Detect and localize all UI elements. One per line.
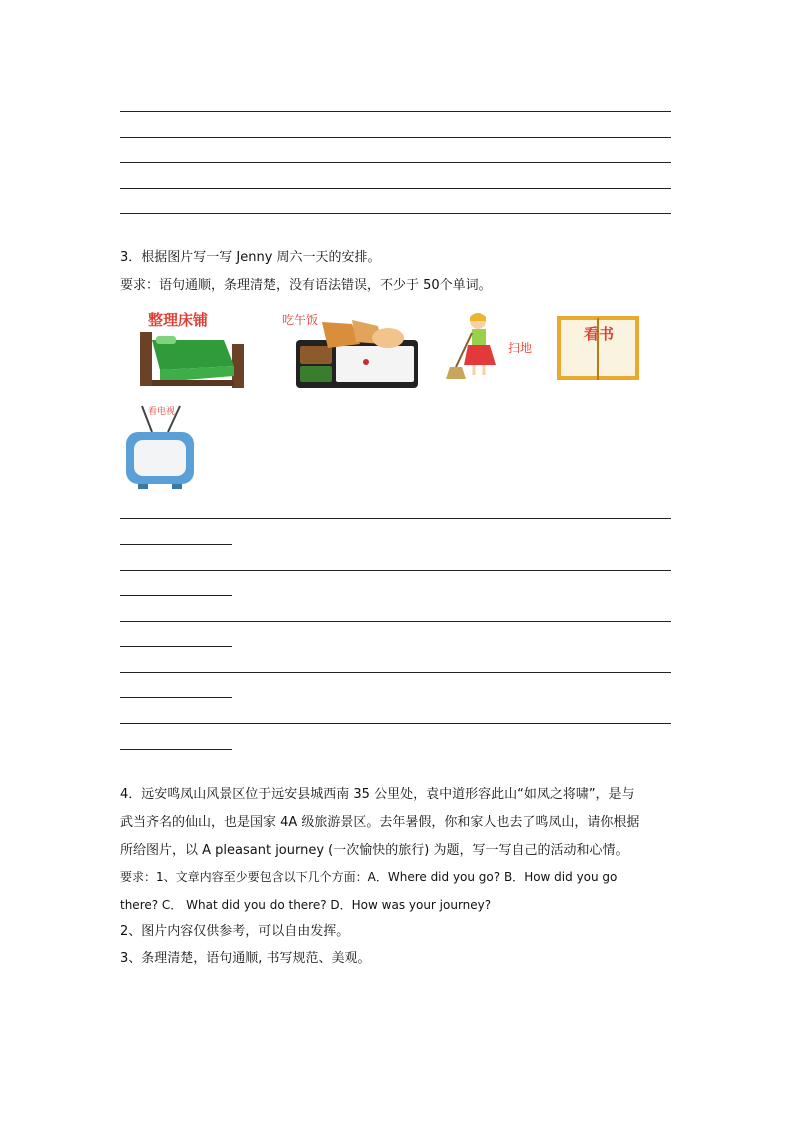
answer-line-short [120,749,232,750]
caption-sweep: 扫地 [508,341,533,355]
answer-line [120,213,671,214]
q3-requirement: 要求：语句通顺，条理清楚，没有语法错误，不少于 50个单词。 [120,278,492,293]
caption-watch-tv: 看电视 [148,407,176,417]
q4-line-2: 武当齐名的仙山，也是国家 4A 级旅游景区。去年暑假，你和家人也去了鸣凤山，请你根据 [120,815,640,830]
q4-requirement-3: 3、条理清楚，语句通顺, 书写规范、美观。 [120,951,371,966]
bed-icon [138,326,246,390]
caption-lunch: 吃午饭 [282,313,319,327]
q3-title: 3．根据图片写一写 Jenny 周六一天的安排。 [120,250,381,265]
answer-line [120,188,671,189]
answer-line [120,518,671,519]
answer-line-short [120,697,232,698]
q4-requirement-2: 2、图片内容仅供参考，可以自由发挥。 [120,924,350,939]
answer-line [120,162,671,163]
caption-read: 看书 [584,325,615,343]
q4-requirement-1b: there? C． What did you do there? D．How was your journey? [120,898,492,912]
lunch-box-icon [294,318,420,390]
answer-line [120,723,671,724]
answer-line [120,672,671,673]
q4-line-1: 4．远安鸣凤山风景区位于远安县城西南 35 公里处，袁中道形容此山“如凤之将啸”，是与 [120,787,635,802]
answer-line [120,570,671,571]
sweeping-girl-icon [444,311,504,381]
answer-line [120,137,671,138]
answer-line-short [120,595,232,596]
caption-make-bed: 整理床铺 [148,311,209,329]
q4-requirement-1a: 要求：1、文章内容至少要包含以下几个方面：A．Where did you go? B．How did you go [120,870,618,884]
q4-line-3: 所给图片，以 A pleasant journey (一次愉快的旅行) 为题，写一写自己的活动和心情。 [120,843,629,858]
answer-line-short [120,646,232,647]
answer-line [120,621,671,622]
answer-line [120,111,671,112]
answer-line-short [120,544,232,545]
tv-icon [122,402,198,492]
